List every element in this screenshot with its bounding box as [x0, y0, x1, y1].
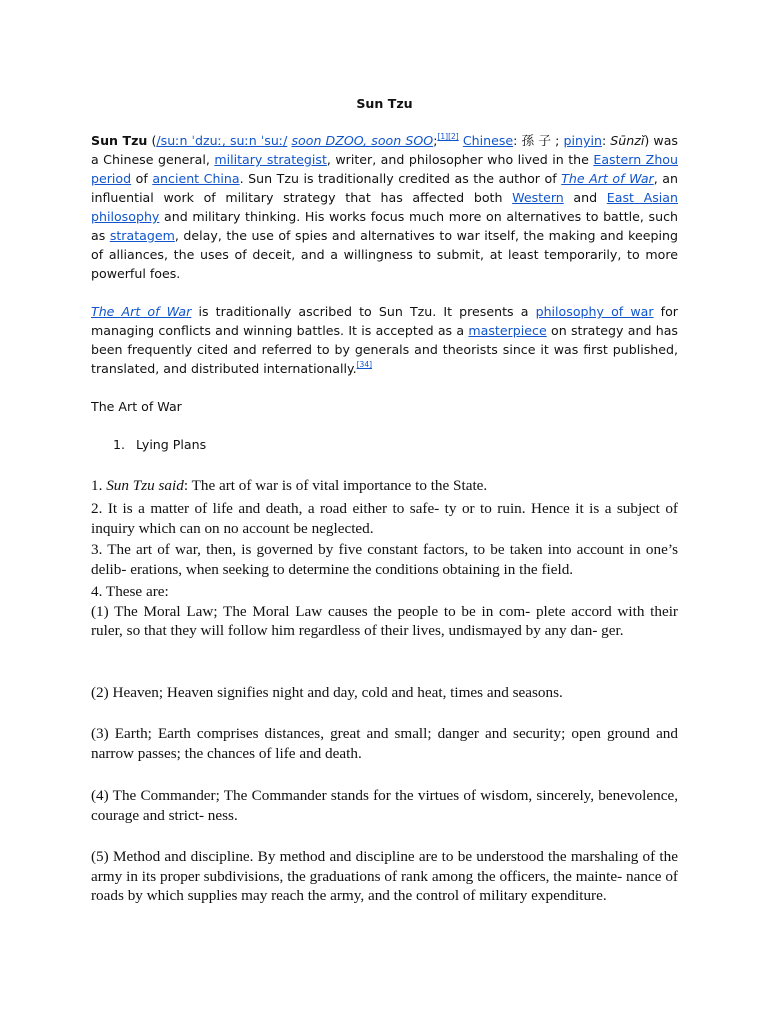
page-title: Sun Tzu [356, 96, 413, 111]
body-text: and [563, 190, 607, 205]
body-text: and military thinking. His works focus much more on alternatives to battle, such as [91, 209, 678, 243]
citation-link[interactable]: [1] [437, 132, 449, 141]
art-of-war-link[interactable]: The Art of War [91, 304, 192, 319]
body-text: for managing conflicts and winning battles. It is accepted as a [91, 304, 678, 338]
western-link[interactable]: Western [512, 190, 564, 205]
art-of-war-link[interactable]: The Art of War [561, 171, 654, 186]
body-text: : The art of war is of vital importance to the State. [183, 477, 488, 494]
body-text: . Sun Tzu is traditionally credited as the author of [239, 171, 562, 186]
stratagem-link[interactable]: stratagem [109, 228, 175, 243]
eastern-zhou-link[interactable]: Eastern Zhou period [91, 152, 678, 186]
factor-method-discipline: (5) Method and discipline. By method and discipline are to be understood the marshaling of the army in its proper subdivisions, the graduations of rank among the officers, the mainte- nance of roads by which supplies may reach the army, and the control of military expenditure. [91, 848, 678, 904]
military-strategist-link[interactable]: military strategist [214, 152, 327, 167]
factor-moral-law: (1) The Moral Law; The Moral Law causes the people to be in com- plete accord with their ruler, so that they will follow him regardless of their lives, undismayed by any dan- ger. [91, 602, 678, 639]
verse-1 [91, 476, 678, 496]
subject-name: Sun Tzu [91, 133, 148, 148]
masterpiece-link[interactable]: masterpiece [468, 323, 547, 338]
citation-link[interactable]: [34] [356, 360, 373, 369]
ipa-link[interactable]: /suːn ˈdzuː, suːn ˈsuː/ [156, 133, 288, 148]
citation-link[interactable]: [2] [448, 132, 459, 141]
factor-earth: (3) Earth; Earth comprises distances, great and small; danger and security; open ground and narrow passes; the chances of life and death. [91, 725, 678, 762]
factor-heaven: (2) Heaven; Heaven signifies night and day, cold and heat, times and seasons. [91, 684, 563, 701]
art-of-war-paragraph [91, 302, 678, 378]
list-item [113, 435, 206, 454]
body-text: ) was a Chinese general, [91, 133, 678, 167]
philosophy-of-war-link[interactable]: philosophy of war [535, 304, 654, 319]
verse-3: 3. The art of war, then, is governed by five constant factors, to be taken into account in one’s delib- erations, when seeking to determine the conditions obtaining in the field. [91, 541, 678, 578]
chinese-link[interactable]: Chinese [462, 133, 514, 148]
verse-number: 1. [91, 477, 107, 494]
body-text: , writer, and philosopher who lived in the [326, 152, 594, 167]
verse-4-heading: 4. These are: [91, 583, 169, 600]
list-label: Lying Plans [136, 437, 207, 452]
speaker: Sun Tzu said [106, 477, 184, 494]
factor-commander: (4) The Commander; The Commander stands for the virtues of wisdom, sincerely, benevolence, courage and strict- ness. [91, 787, 678, 824]
pinyin-link[interactable]: pinyin [563, 133, 602, 148]
pinyin-value: Sūnzǐ [610, 133, 645, 148]
verse-2: 2. It is a matter of life and death, a road either to safe- ty or to ruin. Hence it is a subject of inquiry which can on no account be neglected. [91, 500, 678, 537]
verse-4 [91, 582, 678, 641]
respelling-link[interactable]: soon DZOO, soon SOO [291, 133, 434, 148]
section-heading: The Art of War [91, 399, 182, 414]
chinese-characters: 孫 子 [521, 133, 552, 148]
east-asian-philosophy-link[interactable]: East Asian philosophy [91, 190, 678, 224]
body-text: on strategy and has been frequently cited and referred to by generals and theorists since it was first published, translated, and distributed internationally. [91, 323, 678, 376]
body-text: , delay, the use of spies and alternatives to war itself, the making and keeping of alliances, the uses of deceit, and a willingness to submit, at least temporarily, to more powerful foes. [91, 228, 678, 281]
body-text: is traditionally ascribed to Sun Tzu. It presents a [191, 304, 536, 319]
intro-paragraph: Sun Tzu (/suːn ˈdzuː, suːn ˈsuː/ soon DZOO, soon SOO;[1][2] Chinese: 孫 子 ; pinyin: Sūnzǐ) was a Chinese general, military strategist, writer, and philosopher who lived in the Eastern Zhou period of ancient China. Sun Tzu is traditionally credited as the author of The Art of War, an influential work of military strategy that has affected both Western and East Asian philosophy and military thinking. His works focus much more on alternatives to battle, such as stratagem, delay, the use of spies and alternatives to war itself, the making and keeping of alliances, the uses of deceit, and a willingness to submit, at least temporarily, to more powerful foes. [91, 132, 678, 281]
body-text: , an influential work of military strategy that has affected both [91, 171, 678, 205]
body-text: of [131, 171, 153, 186]
ancient-china-link[interactable]: ancient China [152, 171, 240, 186]
list-number: 1. [113, 437, 126, 452]
